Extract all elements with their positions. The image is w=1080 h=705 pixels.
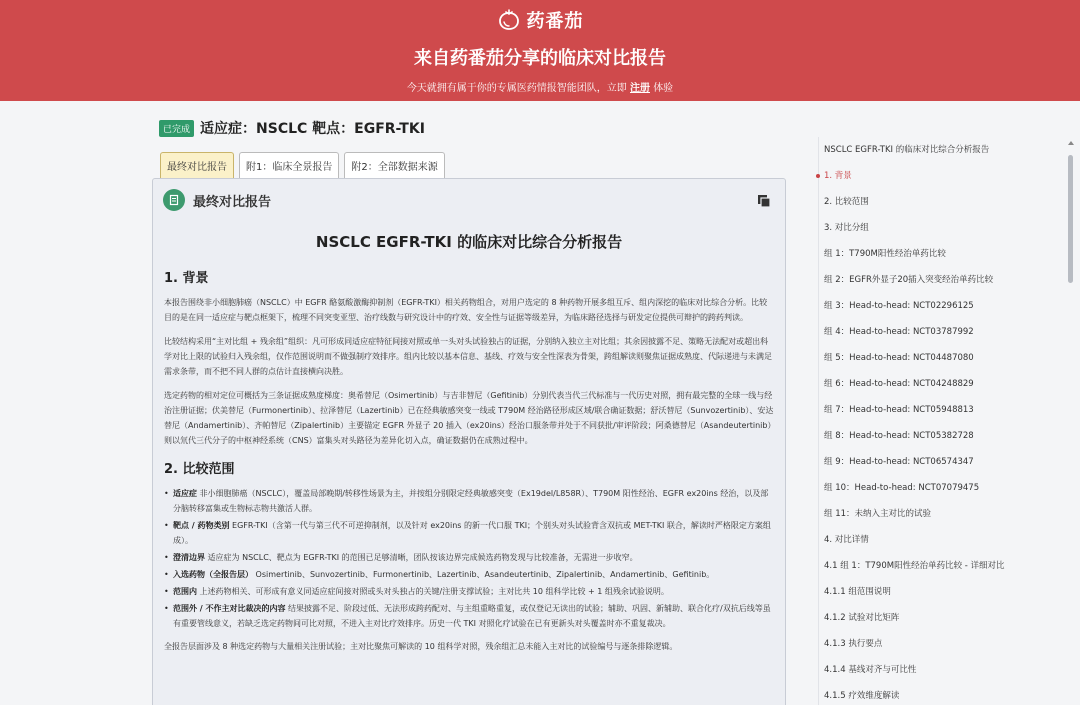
report-document (164, 231, 774, 663)
list-item-text: 结果披露不足、阶段过低、无法形成跨药配对、与主组重略重复，或仅登记无读出的试验；辅助、巩固、新辅助、联合化疗/双抗后线等虽有重要管线意义，若缺乏选定药物间可比对照，不进入主对比疗效排序。历史一代 TKI 对照化疗试验在已有更新头对头覆盖时亦不重复裁决。 (173, 604, 771, 628)
toc-item[interactable]: 组 6：Head-to-head: NCT04248829 (824, 379, 974, 389)
status-badge: 已完成 (159, 120, 194, 137)
tomato-logo-icon (497, 8, 521, 32)
paragraph: 比较结构采用“主对比组 + 残余组”组织：凡可形成同适应症特征间接对照或单一头对头试验独占的证据，分别纳入独立主对比组；其余因披露不足、策略无法配对或超出科学对比上限的试验归入残余组，仅作范围说明而不做强制疗效排序。组内比较以基本信息、基线、疗效与安全性深表为骨架，跨组解读则聚焦证据成熟度、代际递进与未满足需求条带，而不把不同人群的点估计直接横向决胜。 (164, 337, 772, 376)
list-item (164, 601, 774, 631)
list-item-label: 范围外 / 不作主对比裁决的内容 (173, 604, 286, 613)
toc-item[interactable]: 组 1：T790M阳性经治单药比较 (824, 249, 946, 259)
scope-list (164, 486, 774, 631)
toc-item[interactable]: 4.1.4 基线对齐与可比性 (824, 665, 917, 675)
banner-sub-prefix: 今天就拥有属于你的专属医药情报智能团队，立即 (406, 83, 627, 94)
list-item (164, 550, 774, 565)
table-of-contents (816, 137, 1064, 705)
banner-title: 来自药番茄分享的临床对比报告 (414, 48, 666, 69)
toc-item[interactable]: 组 10：Head-to-head: NCT07079475 (824, 483, 980, 493)
list-item (164, 584, 774, 599)
scroll-thumb[interactable] (1068, 155, 1073, 283)
toc-item[interactable]: 4.1.2 试验对比矩阵 (824, 613, 900, 623)
document-icon (168, 194, 180, 206)
list-item-text: 非小细胞肺癌（NSCLC），覆盖局部晚期/转移性场景为主，并按组分别限定经典敏感突变（Ex19del/L858R）、T790M 阳性经治、EGFR ex20ins 经治，以及部分脑转移富集或生物标志物共激活人群。 (173, 489, 769, 513)
paragraph: 本报告围绕非小细胞肺癌（NSCLC）中 EGFR 酪氨酸激酶抑制剂（EGFR-TKI）相关药物组合，对用户选定的 8 种药物开展多组互斥、组内深挖的临床对比综合分析。比较目的是在同一适应症与靶点框架下，梳理不同突变亚型、治疗线数与研究设计中的疗效、安全性与证据等级差异，为临床路径选择与研发定位提供可辩护的跨药判读。 (164, 298, 768, 322)
list-item (164, 567, 774, 582)
list-item-label: 入选药物（全报告层） (173, 570, 253, 579)
section-heading-scope: 2. 比较范围 (164, 462, 235, 477)
toc-item[interactable]: 2. 比较范围 (824, 197, 869, 207)
toc-item[interactable]: 组 4：Head-to-head: NCT03787992 (824, 327, 974, 337)
paragraph: 选定药物的相对定位可概括为三条证据成熟度梯度：奥希替尼（Osimertinib）与吉非替尼（Gefitinib）分别代表当代三代标准与一代历史对照，拥有最完整的全球一线与经治注册证据；伏美替尼（Furmonertinib）、拉泽替尼（Lazertinib）已在经典敏感突变一线或 T790M 经治路径形成区域/联合确证数据；舒沃替尼（Sunvozertinib）、安达替尼（Andamertinib）、齐帕替尼（Zipalertinib）主要锚定 EGFR 外显子 20 插入（ex20ins）经治口服条带并处于不同获批/审评阶段；阿桑德替尼（Asandeutertinib）则以氘代三代分子的中枢神经系统（CNS）富集头对头路径为差异化切入点，确证数据仍在成熟过程中。 (164, 391, 774, 445)
document-title: NSCLC EGFR-TKI 的临床对比综合分析报告 (315, 233, 623, 251)
toc-item[interactable]: 组 7：Head-to-head: NCT05948813 (824, 405, 974, 415)
report-tabs (160, 152, 445, 178)
list-item (164, 518, 774, 548)
toc-item[interactable]: 4.1.3 执行要点 (824, 639, 883, 649)
toc-item-active[interactable]: 1. 背景 (816, 163, 1064, 189)
list-item-text: Osimertinib、Sunvozertinib、Furmonertinib、Lazertinib、Asandeutertinib、Zipalertinib、Andamertinib、Gefitinib。 (255, 570, 715, 579)
report-icon (163, 189, 185, 211)
copy-icon[interactable] (757, 194, 771, 208)
share-banner (0, 0, 1080, 101)
list-item-text: EGFR-TKI（含第一代与第三代不可逆抑制剂，以及针对 ex20ins 的新一代口服 TKI；个别头对头试验背含双抗或 MET-TKI 联合，解读时严格限定方案组成）。 (173, 521, 771, 545)
scroll-up-icon[interactable] (1068, 141, 1074, 145)
toc-item[interactable]: NSCLC EGFR-TKI 的临床对比综合分析报告 (824, 145, 990, 155)
toc-item[interactable]: 组 3：Head-to-head: NCT02296125 (824, 301, 974, 311)
toc-item[interactable]: 4. 对比详情 (824, 535, 869, 545)
panel-title: 最终对比报告 (193, 194, 272, 210)
tab-data-sources[interactable]: 附2：全部数据来源 (344, 152, 444, 178)
list-item (164, 486, 774, 516)
toc-item[interactable]: 4.1.1 组范围说明 (824, 587, 891, 597)
toc-item[interactable]: 4.1.5 疗效维度解读 (824, 691, 900, 701)
list-item-label: 靶点 / 药物类别 (173, 521, 230, 530)
report-panel (152, 178, 786, 705)
brand-name: 药番茄 (526, 11, 584, 32)
tab-final-report[interactable]: 最终对比报告 (160, 152, 234, 178)
paragraph: 全报告层面涉及 8 种选定药物与大量相关注册试验；主对比聚焦可解读的 10 组科学对照，残余组汇总未能入主对比的试验编号与逐条排除逻辑。 (164, 642, 678, 651)
tab-clinical-landscape[interactable]: 附1：临床全景报告 (239, 152, 339, 178)
toc-item[interactable]: 组 5：Head-to-head: NCT04487080 (824, 353, 974, 363)
section-heading-background: 1. 背景 (164, 271, 209, 286)
report-title: 适应症：NSCLC 靶点：EGFR-TKI (200, 121, 425, 137)
list-item-label: 澄清边界 (173, 553, 205, 562)
panel-header (163, 189, 271, 211)
toc-item[interactable]: 组 11：未纳入主对比的试验 (824, 509, 932, 519)
list-item-text: 适应症为 NSCLC、靶点为 EGFR-TKI 的范围已足够清晰，团队按该边界完成候选药物发现与比较准备，无需进一步收窄。 (207, 553, 638, 562)
toc-item[interactable]: 组 2：EGFR外显子20插入突变经治单药比较 (824, 275, 994, 285)
toc-item[interactable]: 组 9：Head-to-head: NCT06574347 (824, 457, 974, 467)
list-item-text: 上述药物相关、可形成有意义同适应症间接对照或头对头独占的关键/注册支撑试验；主对比共 10 组科学比较 + 1 组残余试验说明。 (199, 587, 669, 596)
banner-sub-suffix: 体验 (653, 83, 674, 94)
banner-subtitle (0, 79, 1080, 94)
report-header (159, 118, 425, 138)
register-link[interactable]: 注册 (630, 83, 650, 94)
toc-item[interactable]: 组 8：Head-to-head: NCT05382728 (824, 431, 974, 441)
brand[interactable] (0, 7, 1080, 33)
list-item-label: 范围内 (173, 587, 197, 596)
toc-item[interactable]: 4.1 组 1：T790M阳性经治单药比较 - 详细对比 (824, 561, 1005, 571)
list-item-label: 适应症 (173, 489, 197, 498)
toc-scrollbar[interactable] (1068, 137, 1074, 705)
toc-item[interactable]: 3. 对比分组 (824, 223, 869, 233)
